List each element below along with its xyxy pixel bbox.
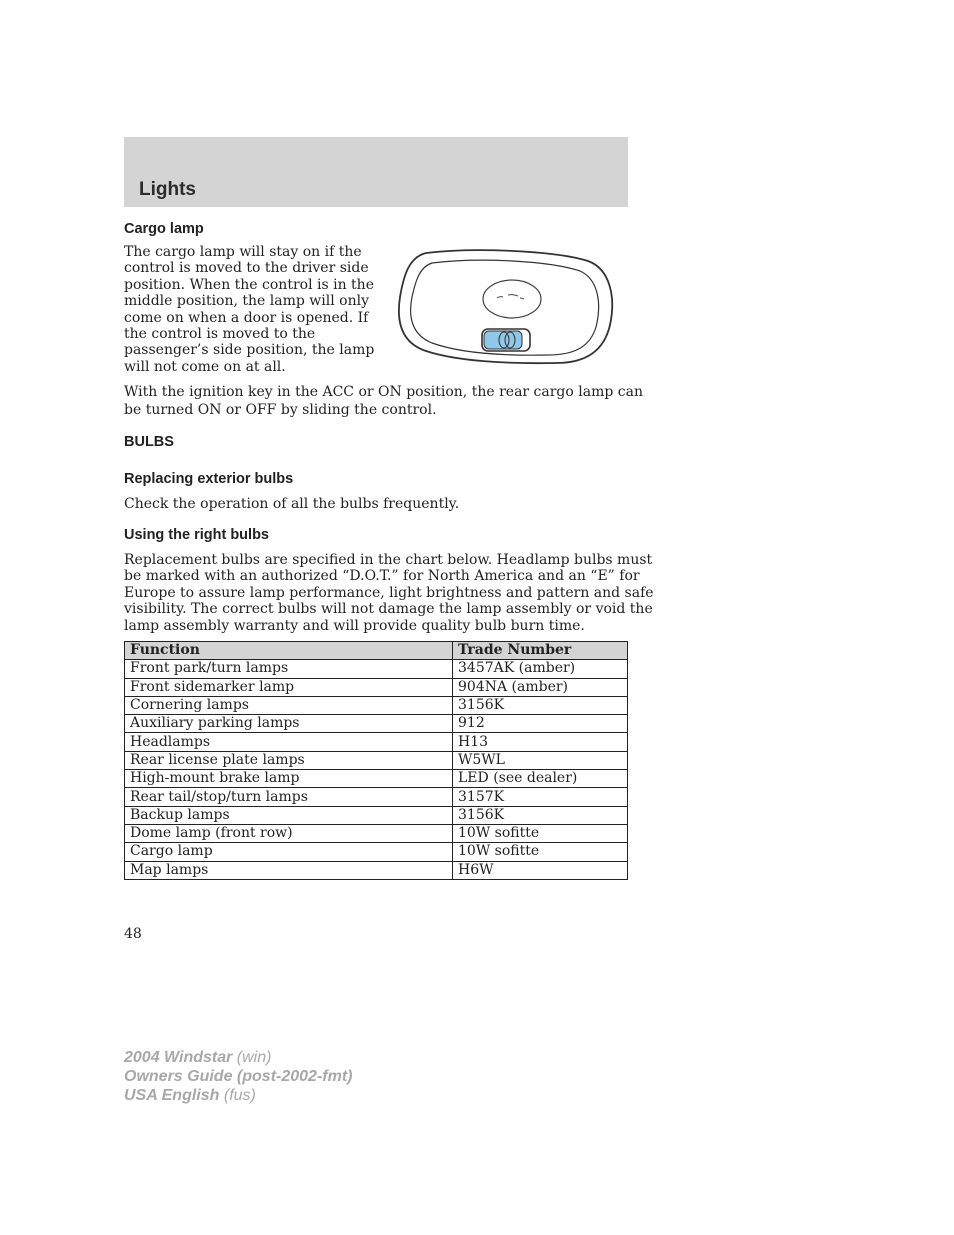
function-cell: Headlamps (125, 733, 453, 751)
document-footer (124, 1048, 352, 1105)
text-line: be turned ON or OFF by sliding the control. (124, 401, 437, 418)
footer-guide-name: Owners Guide (post-2002-fmt) (124, 1068, 353, 1085)
bulb-table (124, 641, 628, 880)
footer-language-code: (fus) (223, 1087, 256, 1104)
trade-number-cell: 912 (453, 715, 628, 733)
function-cell: Cargo lamp (125, 843, 453, 861)
table-row (125, 824, 628, 842)
table-row (125, 733, 628, 751)
table-row (125, 806, 628, 824)
trade-number-cell: 904NA (amber) (453, 678, 628, 696)
replacing-bulbs-text: Check the operation of all the bulbs frequently. (124, 496, 460, 512)
text-line: will not come on at all. (124, 358, 286, 375)
function-cell: High-mount brake lamp (125, 770, 453, 788)
function-cell: Front park/turn lamps (125, 660, 453, 678)
section-title: Lights (139, 179, 196, 200)
function-cell: Map lamps (125, 861, 453, 879)
footer-line-guide (124, 1067, 352, 1086)
table-row (125, 751, 628, 769)
slide-switch-icon (484, 331, 522, 349)
trade-number-cell: 3156K (453, 696, 628, 714)
text-line: position. When the control is in the (124, 276, 374, 293)
trade-number-cell: H6W (453, 861, 628, 879)
footer-line-language (124, 1086, 352, 1105)
table-row (125, 660, 628, 678)
trade-number-cell: 3457AK (amber) (453, 660, 628, 678)
lamp-lens-icon (483, 280, 541, 318)
text-line: the control is moved to the (124, 326, 316, 343)
text-line: passenger’s side position, the lamp (124, 342, 375, 359)
trade-number-cell: 3156K (453, 806, 628, 824)
table-row (125, 861, 628, 879)
function-cell: Backup lamps (125, 806, 453, 824)
text-line: visibility. The correct bulbs will not damage the lamp assembly or void the (124, 601, 653, 618)
column-header-function: Function (125, 642, 453, 660)
table-header-row (125, 642, 628, 660)
table-row (125, 843, 628, 861)
trade-number-cell: LED (see dealer) (453, 770, 628, 788)
function-cell: Cornering lamps (125, 696, 453, 714)
table-row (125, 678, 628, 696)
replacing-bulbs-heading: Replacing exterior bulbs (124, 471, 294, 487)
footer-model-code: (win) (236, 1049, 272, 1066)
table-row (125, 770, 628, 788)
footer-line-model (124, 1048, 352, 1067)
page-number: 48 (124, 926, 142, 942)
text-line: come on when a door is opened. If (124, 309, 369, 326)
column-header-trade-number: Trade Number (453, 642, 628, 660)
text-line: middle position, the lamp will only (124, 293, 369, 310)
footer-language-name: USA English (124, 1087, 220, 1104)
cargo-lamp-heading: Cargo lamp (124, 221, 204, 237)
function-cell: Auxiliary parking lamps (125, 715, 453, 733)
text-line: The cargo lamp will stay on if the (124, 244, 362, 260)
text-line: With the ignition key in the ACC or ON position, the rear cargo lamp can (124, 384, 643, 400)
table-row (125, 788, 628, 806)
trade-number-cell: 3157K (453, 788, 628, 806)
trade-number-cell: W5WL (453, 751, 628, 769)
table-row (125, 715, 628, 733)
cargo-lamp-paragraph (124, 244, 374, 375)
function-cell: Front sidemarker lamp (125, 678, 453, 696)
function-cell: Rear license plate lamps (125, 751, 453, 769)
ignition-paragraph (124, 384, 643, 419)
footer-model-name: 2004 Windstar (124, 1049, 233, 1066)
text-line: Europe to assure lamp performance, light brightness and pattern and safe (124, 584, 654, 601)
text-line: be marked with an authorized “D.O.T.” for North America and an “E” for (124, 568, 640, 585)
table-row (125, 696, 628, 714)
trade-number-cell: H13 (453, 733, 628, 751)
right-bulbs-paragraph (124, 552, 654, 634)
bulbs-heading: BULBS (124, 434, 174, 450)
trade-number-cell: 10W sofitte (453, 843, 628, 861)
text-line: control is moved to the driver side (124, 260, 369, 277)
section-header-band (124, 137, 628, 207)
trade-number-cell: 10W sofitte (453, 824, 628, 842)
text-line: Replacement bulbs are specified in the chart below. Headlamp bulbs must (124, 552, 653, 568)
text-line: lamp assembly warranty and will provide quality bulb burn time. (124, 617, 585, 634)
function-cell: Dome lamp (front row) (125, 824, 453, 842)
right-bulbs-heading: Using the right bulbs (124, 527, 269, 543)
cargo-lamp-illustration (396, 247, 614, 367)
function-cell: Rear tail/stop/turn lamps (125, 788, 453, 806)
